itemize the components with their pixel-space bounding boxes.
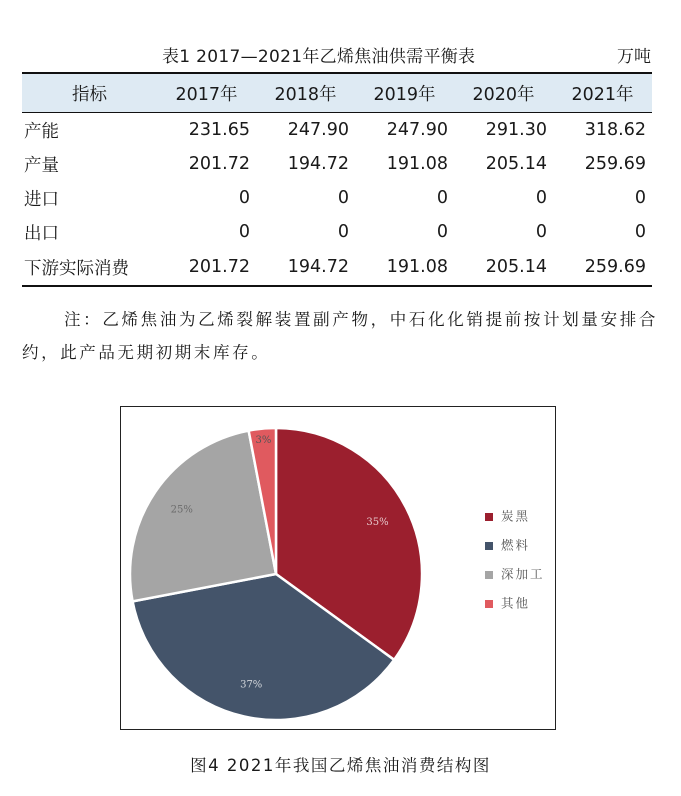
pie-slice-label: 3% [255, 435, 272, 447]
table-unit: 万吨 [617, 47, 651, 67]
table-cell: 247.90 [287, 120, 349, 140]
table-cell: 231.65 [188, 120, 250, 140]
table-cell: 247.90 [386, 120, 448, 140]
table-cell: 291.30 [485, 120, 547, 140]
legend-swatch [485, 542, 493, 550]
table-header-row [22, 73, 652, 113]
table-row [22, 181, 652, 215]
supply-demand-table [22, 72, 652, 287]
legend-label: 深加工 [501, 566, 545, 582]
table-cell: 259.69 [553, 249, 652, 286]
table-cell: 205.14 [485, 154, 547, 174]
row-label: 出口 [24, 223, 59, 244]
table-cell: 0 [337, 222, 349, 242]
table-cell: 0 [436, 222, 448, 242]
table-cell: 318.62 [584, 120, 646, 140]
pie-chart [121, 407, 554, 728]
table-cell: 0 [238, 188, 250, 208]
table-cell: 191.08 [386, 154, 448, 174]
pie-slice-label: 35% [366, 516, 389, 528]
header-indicator: 指标 [22, 73, 157, 113]
header-2017: 2017年 [157, 73, 256, 113]
table-row [22, 113, 652, 148]
table-cell: 259.69 [584, 154, 646, 174]
pie-slice-label: 25% [170, 504, 193, 516]
table-cell: 0 [535, 222, 547, 242]
table-cell: 0 [337, 188, 349, 208]
pie-slice-label: 37% [240, 679, 263, 691]
row-label: 下游实际消费 [22, 249, 157, 286]
header-2018: 2018年 [256, 73, 355, 113]
legend-label: 其他 [501, 595, 531, 611]
table-title: 表1 2017—2021年乙烯焦油供需平衡表 [162, 47, 476, 67]
table-row [22, 147, 652, 181]
pie-chart-frame [120, 406, 556, 730]
table-row [22, 249, 652, 286]
header-2021: 2021年 [553, 73, 652, 113]
table-cell: 191.08 [355, 249, 454, 286]
row-label: 产量 [24, 155, 59, 176]
legend-label: 燃料 [501, 537, 531, 553]
legend-swatch [485, 571, 493, 579]
table-note: 注：乙烯焦油为乙烯裂解装置副产物，中石化化销提前按计划量安排合约，此产品无期初期末库存。 [22, 310, 658, 362]
legend-label: 炭黑 [501, 508, 531, 524]
header-2020: 2020年 [454, 73, 553, 113]
table-cell: 0 [535, 188, 547, 208]
table-row [22, 215, 652, 249]
table-cell: 0 [634, 188, 646, 208]
table-cell: 205.14 [454, 249, 553, 286]
legend-swatch [485, 513, 493, 521]
legend-swatch [485, 600, 493, 608]
table-title-row [0, 42, 681, 68]
header-2019: 2019年 [355, 73, 454, 113]
table-cell: 201.72 [157, 249, 256, 286]
table-cell: 194.72 [256, 249, 355, 286]
table-cell: 0 [436, 188, 448, 208]
table-cell: 194.72 [287, 154, 349, 174]
figure-caption: 图4 2021年我国乙烯焦油消费结构图 [190, 756, 491, 775]
row-label: 进口 [24, 189, 59, 210]
row-label: 产能 [24, 121, 59, 142]
table-cell: 0 [238, 222, 250, 242]
table-cell: 201.72 [188, 154, 250, 174]
table-cell: 0 [634, 222, 646, 242]
